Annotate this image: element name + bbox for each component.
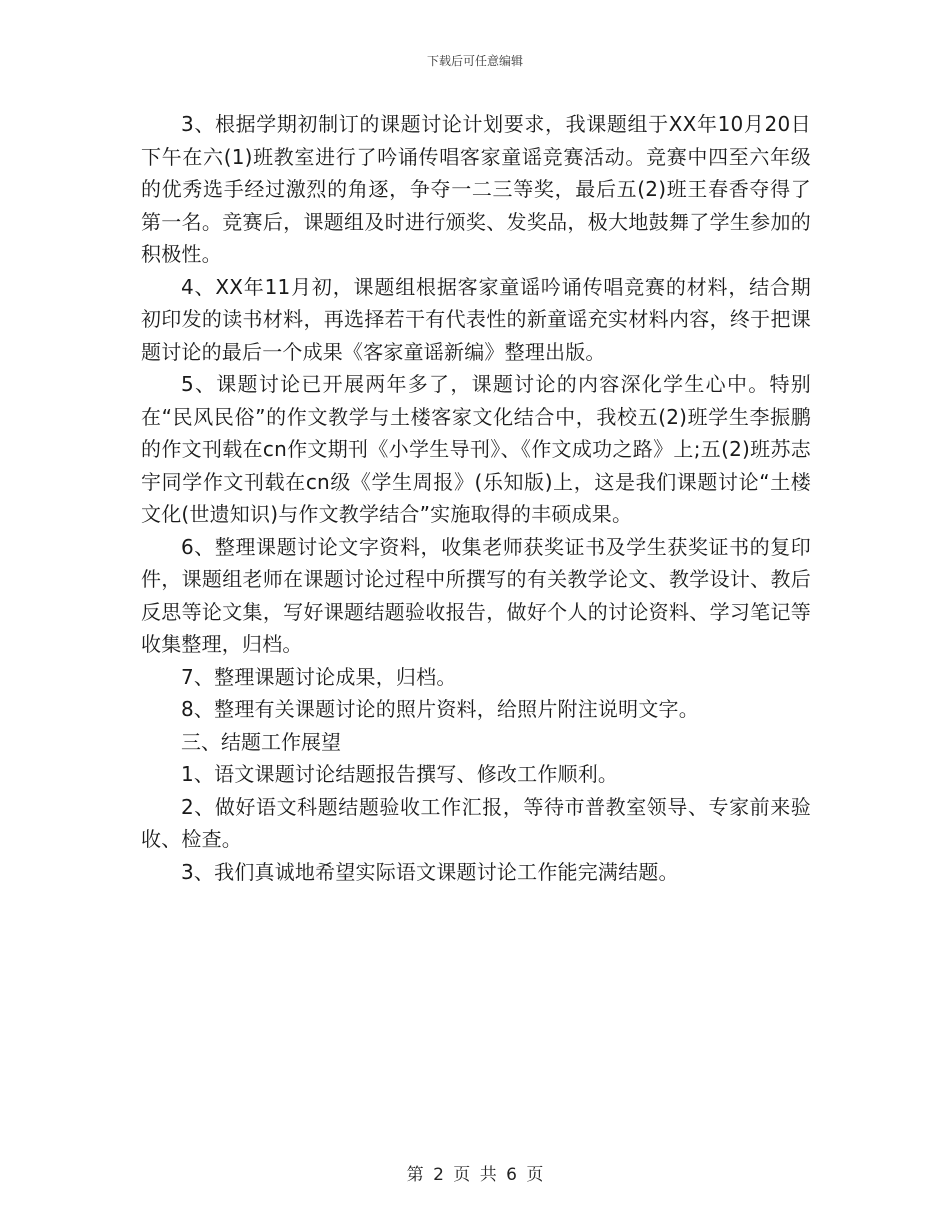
outlook-item-1: 1、语文课题讨论结题报告撰写、修改工作顺利。	[181, 762, 619, 786]
paragraph-item-5: 5、课题讨论已开展两年多了，课题讨论的内容深化学生心中。特别在“民风民俗”的作文教学与土楼客家文化结合中，我校五(2)班学生李振鹏的作文刊载在cn作文期刊《小学生导刊》、《作文成功之路》上;五(2)班苏志宇同学作文刊载在cn级《学生周报》(乐知版)上，这是我们课题讨论“土楼文化(世遗知识)与作文教学结合”实施取得的丰硕成果。	[141, 372, 811, 526]
section-heading: 三、结题工作展望	[181, 729, 341, 754]
outlook-item-3: 3、我们真诚地希望实际语文课题讨论工作能完满结题。	[181, 859, 679, 884]
paragraph-item-7: 7、整理课题讨论成果，归档。	[181, 664, 457, 689]
paragraph-item-4: 4、XX年11月初，课题组根据客家童谣吟诵传唱竞赛的材料，结合期初印发的读书材料，再选择若干有代表性的新童谣充实材料内容，终于把课题讨论的最后一个成果《客家童谣新编》整理出版。	[141, 274, 811, 364]
outlook-item-2: 2、做好语文科题结题验收工作汇报，等待市普教室领导、专家前来验收、检查。	[141, 794, 811, 851]
page-header: 下载后可任意编辑	[426, 54, 523, 68]
paragraph-item-3: 3、根据学期初制订的课题讨论计划要求，我课题组于XX年10月20日下午在六(1)班教室进行了吟诵传唱客家童谣竞赛活动。竞赛中四至六年级的优秀选手经过激烈的角逐，争夺一二三等奖，最后五(2)班王春香夺得了第一名。竞赛后，课题组及时进行颁奖、发奖品，极大地鼓舞了学生参加的积极性。	[141, 112, 811, 266]
page-number-footer: 第 2 页 共 6 页	[406, 1165, 544, 1185]
paragraph-item-8: 8、整理有关课题讨论的照片资料，给照片附注说明文字。	[181, 697, 699, 721]
document-body	[141, 108, 811, 888]
paragraph-item-6: 6、整理课题讨论文字资料，收集老师获奖证书及学生获奖证书的复印件，课题组老师在课题讨论过程中所撰写的有关教学论文、教学设计、教后反思等论文集，写好课题结题验收报告，做好个人的讨论资料、学习笔记等收集整理，归档。	[141, 534, 811, 656]
